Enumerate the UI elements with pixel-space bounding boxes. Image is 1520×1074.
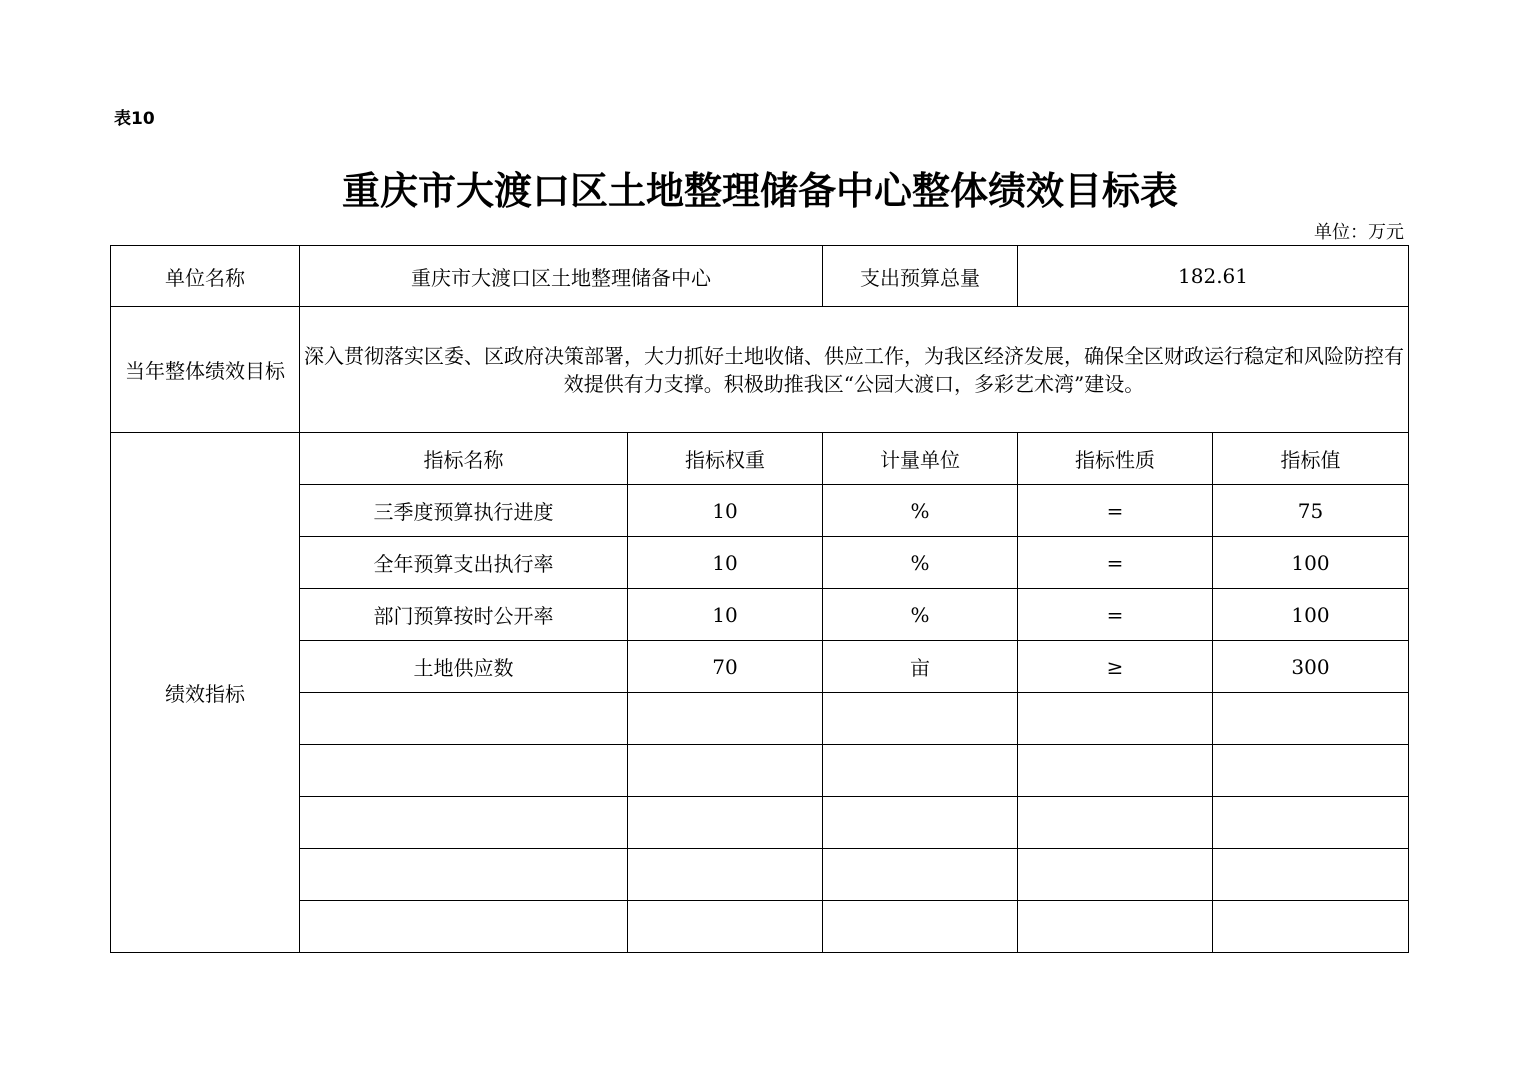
empty-cell bbox=[300, 745, 628, 797]
annual-goal-label: 当年整体绩效目标 bbox=[111, 307, 300, 433]
empty-row bbox=[111, 797, 1409, 849]
header-indicator-name: 指标名称 bbox=[300, 433, 628, 485]
table-number: 表10 bbox=[114, 109, 155, 129]
empty-cell bbox=[628, 745, 823, 797]
header-indicator-nature: 指标性质 bbox=[1018, 433, 1213, 485]
empty-row bbox=[111, 693, 1409, 745]
indicator-name: 三季度预算执行进度 bbox=[300, 485, 628, 537]
indicator-weight: 10 bbox=[628, 485, 823, 537]
indicator-unit: 亩 bbox=[823, 641, 1018, 693]
table-row bbox=[111, 485, 1409, 537]
empty-cell bbox=[823, 901, 1018, 953]
budget-value: 182.61 bbox=[1018, 246, 1409, 307]
indicator-weight: 10 bbox=[628, 537, 823, 589]
empty-cell bbox=[628, 849, 823, 901]
indicator-nature: = bbox=[1018, 589, 1213, 641]
page-title: 重庆市大渡口区土地整理储备中心整体绩效目标表 bbox=[341, 169, 1178, 213]
indicator-nature: = bbox=[1018, 537, 1213, 589]
empty-cell bbox=[1213, 849, 1409, 901]
empty-cell bbox=[1018, 849, 1213, 901]
indicator-nature: = bbox=[1018, 485, 1213, 537]
header-indicator-value: 指标值 bbox=[1213, 433, 1409, 485]
empty-cell bbox=[1213, 901, 1409, 953]
indicator-unit: % bbox=[823, 589, 1018, 641]
indicator-nature: ≥ bbox=[1018, 641, 1213, 693]
indicator-value: 75 bbox=[1213, 485, 1409, 537]
empty-cell bbox=[1018, 693, 1213, 745]
budget-label: 支出预算总量 bbox=[823, 246, 1018, 307]
indicator-name: 部门预算按时公开率 bbox=[300, 589, 628, 641]
indicator-name: 全年预算支出执行率 bbox=[300, 537, 628, 589]
empty-cell bbox=[823, 693, 1018, 745]
unit-name-value: 重庆市大渡口区土地整理储备中心 bbox=[300, 246, 823, 307]
annual-goal-text: 深入贯彻落实区委、区政府决策部署，大力抓好土地收储、供应工作，为我区经济发展，确保全区财政运行稳定和风险防控有效提供有力支撑。积极助推我区“公园大渡口，多彩艺术湾”建设。 bbox=[300, 307, 1409, 433]
empty-row bbox=[111, 745, 1409, 797]
empty-row bbox=[111, 901, 1409, 953]
indicator-value: 100 bbox=[1213, 537, 1409, 589]
empty-cell bbox=[628, 901, 823, 953]
indicators-label: 绩效指标 bbox=[111, 433, 300, 953]
empty-cell bbox=[823, 797, 1018, 849]
unit-name-label: 单位名称 bbox=[111, 246, 300, 307]
empty-cell bbox=[1018, 901, 1213, 953]
header-measure-unit: 计量单位 bbox=[823, 433, 1018, 485]
header-indicator-weight: 指标权重 bbox=[628, 433, 823, 485]
empty-cell bbox=[1018, 797, 1213, 849]
empty-cell bbox=[300, 693, 628, 745]
empty-cell bbox=[823, 745, 1018, 797]
empty-cell bbox=[628, 797, 823, 849]
empty-cell bbox=[300, 797, 628, 849]
indicator-value: 300 bbox=[1213, 641, 1409, 693]
unit-row bbox=[111, 246, 1409, 307]
indicator-header-row bbox=[111, 433, 1409, 485]
performance-table bbox=[110, 245, 1409, 953]
indicator-name: 土地供应数 bbox=[300, 641, 628, 693]
empty-row bbox=[111, 849, 1409, 901]
annual-goal-row bbox=[111, 307, 1409, 433]
indicator-unit: % bbox=[823, 537, 1018, 589]
empty-cell bbox=[823, 849, 1018, 901]
unit-note: 单位：万元 bbox=[1314, 222, 1404, 243]
table-row bbox=[111, 641, 1409, 693]
empty-cell bbox=[300, 901, 628, 953]
empty-cell bbox=[628, 693, 823, 745]
indicator-weight: 10 bbox=[628, 589, 823, 641]
table-row bbox=[111, 589, 1409, 641]
table-row bbox=[111, 537, 1409, 589]
empty-cell bbox=[1213, 693, 1409, 745]
empty-cell bbox=[1213, 797, 1409, 849]
indicator-value: 100 bbox=[1213, 589, 1409, 641]
empty-cell bbox=[1213, 745, 1409, 797]
indicator-unit: % bbox=[823, 485, 1018, 537]
empty-cell bbox=[300, 849, 628, 901]
indicator-weight: 70 bbox=[628, 641, 823, 693]
empty-cell bbox=[1018, 745, 1213, 797]
